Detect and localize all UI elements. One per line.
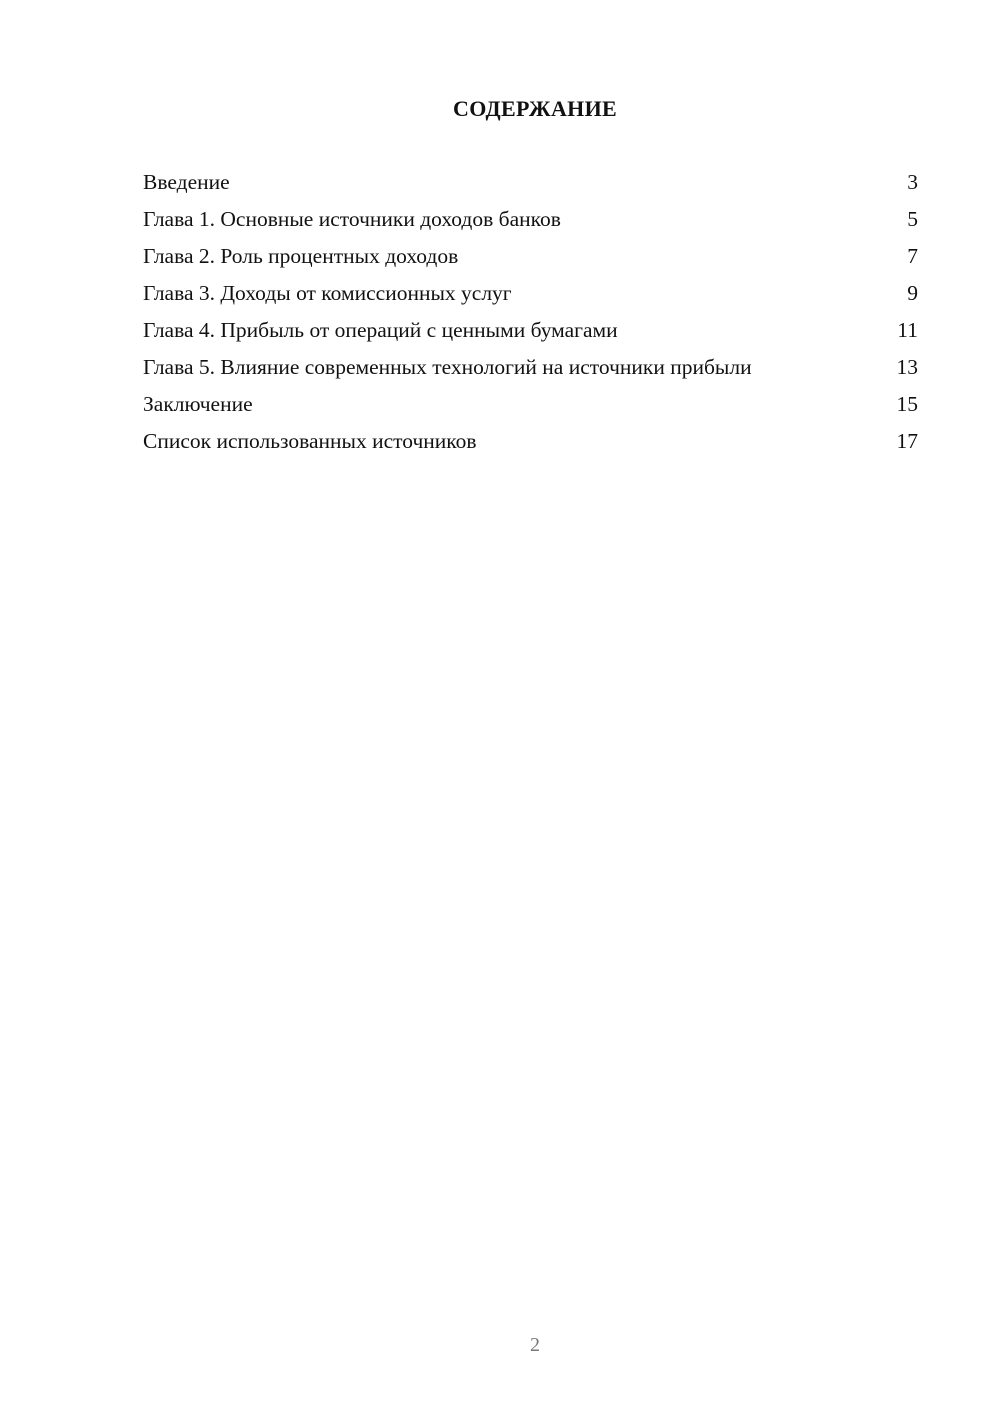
toc-entry-introduction (143, 168, 918, 196)
toc-entry-label: Глава 4. Прибыль от операций с ценными бумагами (143, 318, 618, 342)
toc-entry-label: Введение (143, 170, 230, 194)
toc-entry-conclusion (143, 390, 918, 418)
toc-entry-chapter-4 (143, 316, 918, 344)
toc-entry-label: Список использованных источников (143, 429, 477, 453)
toc-entry-page: 13 (896, 355, 918, 379)
toc-entry-label: Глава 1. Основные источники доходов банков (143, 207, 561, 231)
toc-entry-chapter-2 (143, 242, 918, 270)
page-number: 2 (530, 1334, 540, 1356)
toc-entry-page: 7 (907, 244, 918, 268)
toc-entry-chapter-3 (143, 279, 918, 307)
table-of-contents (143, 168, 918, 464)
toc-entry-label: Глава 2. Роль процентных доходов (143, 244, 459, 268)
toc-entry-references (143, 427, 918, 455)
toc-entry-chapter-1 (143, 205, 918, 233)
toc-title: СОДЕРЖАНИЕ (453, 96, 617, 121)
toc-entry-label: Глава 5. Влияние современных технологий на источники прибыли (143, 355, 752, 379)
toc-entry-page: 17 (896, 429, 918, 453)
toc-entry-page: 11 (897, 318, 918, 342)
toc-entry-chapter-5 (143, 353, 918, 381)
toc-entry-label: Глава 3. Доходы от комиссионных услуг (143, 281, 512, 305)
toc-entry-page: 3 (907, 170, 918, 194)
toc-entry-label: Заключение (143, 392, 253, 416)
toc-entry-page: 15 (896, 392, 918, 416)
toc-entry-page: 5 (907, 207, 918, 231)
toc-entry-page: 9 (907, 281, 918, 305)
